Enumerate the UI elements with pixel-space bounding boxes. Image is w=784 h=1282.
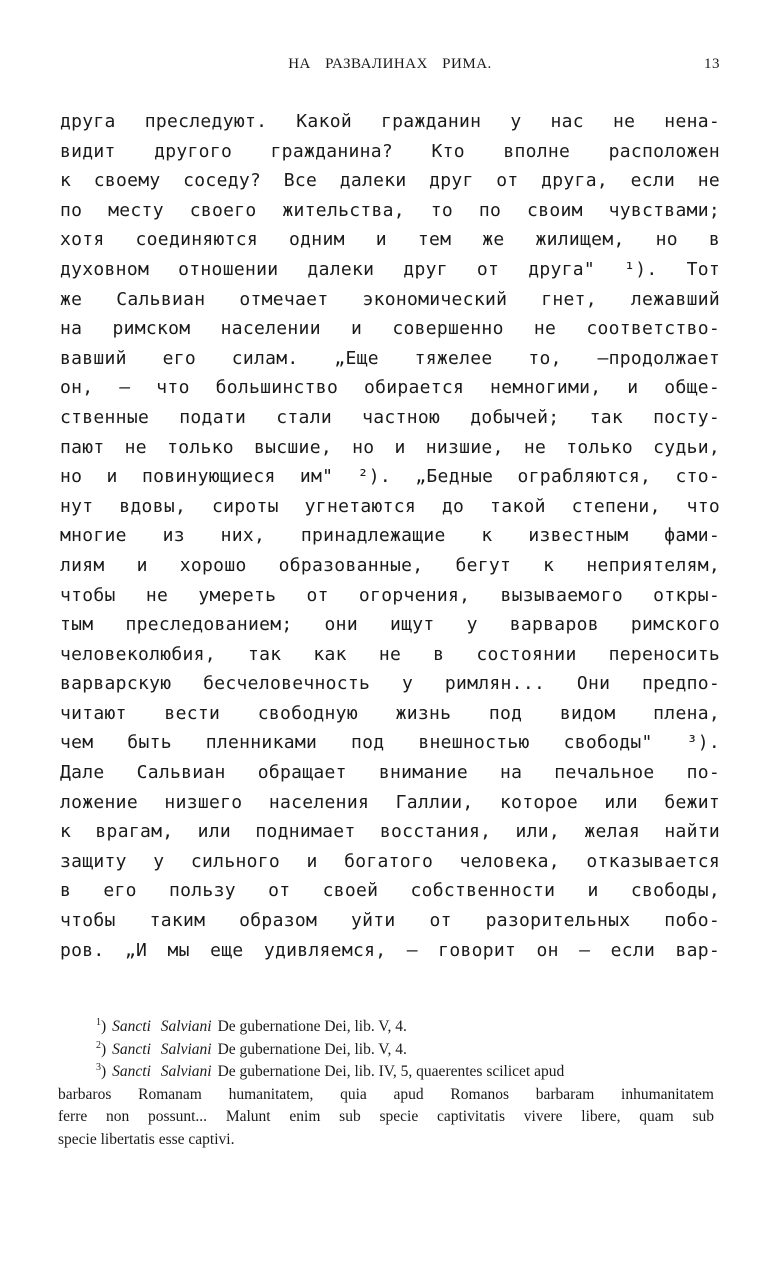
page-number: 13 [704,56,720,72]
text-line: друга преследуют. Какой гражданин у нас не нена- [60,111,720,132]
text-line: к своему соседу? Все далеки друг от друга, если не [60,170,720,192]
text-line: же Сальвиан отмечает экономический гнет, лежавший [60,288,720,310]
text-line: защиту у сильного и богатого человека, отказывается [60,850,720,872]
text-line: ров. „И мы еще удивляемся, — говорит он — если вар- [60,939,720,961]
footnote-author: Sancti Salviani [112,1063,212,1080]
running-title: НА РАЗВАЛИНАХ РИМА. [288,56,492,72]
text-line: духовном отношении далеки друг от друга" ¹). Тот [60,258,720,280]
footnote-1: $^1$) Sancti Salviani De gubernatione Dei, lib. V, 4. [96,1016,407,1035]
text-line: лиям и хорошо образованные, бегут к неприятелям, [60,554,720,576]
footnote-author: Sancti Salviani [112,1040,212,1058]
footnote-3: $^3$) Sancti Salviani De gubernatione Dei, lib. IV, 5, quaerentes scilicet apud [96,1061,565,1080]
text-line: нут вдовы, сироты угнетаются до такой степени, что [60,495,720,517]
text-line: хотя соединяются одним и тем же жилищем, но в [60,229,720,251]
text-line: Дале Сальвиан обращает внимание на печальное по- [60,762,720,784]
text-line: вавший его силам. „Еще тяжелее то, —продолжает [60,347,720,369]
footnotes [58,1016,714,1151]
footnote-text: De gubernatione Dei, lib. V, 4. [217,1040,407,1058]
footnote-2: $^2$) Sancti Salviani De gubernatione Dei, lib. V, 4. [96,1039,407,1058]
footnote-marker: 2 [96,1039,101,1051]
text-line: но и повинующиеся им" ²). „Бедные ограбляются, сто- [60,466,720,488]
text-line: по месту своего жительства, то по своим чувствами; [60,199,720,221]
text-line: варварскую бесчеловечность у римлян... Они предпо- [60,673,720,695]
text-line: видит другого гражданина? Кто вполне расположен [60,140,720,162]
footnote-author: Sancti Salviani [112,1018,212,1035]
footnote-text: De gubernatione Dei, lib. IV, 5, quaerentes scilicet apud [217,1063,565,1080]
text-line: он, — что большинство обирается немногими, и обще- [60,377,720,399]
text-line: чтобы не умереть от огорчения, вызываемого откры- [60,584,720,606]
text-line: ложение низшего населения Галлии, которое или бежит [60,791,720,813]
text-line: чтобы таким образом уйти от разорительных побо- [60,910,720,932]
footnote-text: De gubernatione Dei, lib. V, 4. [217,1018,407,1035]
footnote-3-continuation: barbaros Romanam humanitatem, quia apud Romanos barbaram inhumanitatem [58,1085,714,1103]
text-line: тым преследованием; они ищут у варваров римского [60,614,720,636]
text-line: в его пользу от своей собственности и свободы, [60,880,720,902]
text-line: к врагам, или поднимает восстания, или, желая найти [60,821,720,843]
text-line: читают вести свободную жизнь под видом плена, [60,702,720,724]
footnote-3-continuation: specie libertatis esse captivi. [58,1130,235,1148]
text-line: пают не только высшие, но и низшие, не только судьи, [60,436,720,458]
text-line: человеколюбия, так как не в состоянии переносить [60,643,720,665]
footnote-3-continuation: ferre non possunt... Malunt enim sub specie captivitatis vivere libere, quam sub [58,1108,714,1125]
text-line: ственные подати стали частною добычей; так посту- [60,406,720,428]
running-head [60,56,720,80]
text-line: чем быть пленниками под внешностью свободы" ³). [60,732,720,754]
body-text [60,107,720,965]
text-line: многие из них, принадлежащие к известным фами- [60,525,720,547]
footnote-marker: 1 [96,1016,101,1028]
footnote-marker: 3 [96,1061,101,1073]
text-line: на римском населении и совершенно не соответство- [60,318,720,340]
